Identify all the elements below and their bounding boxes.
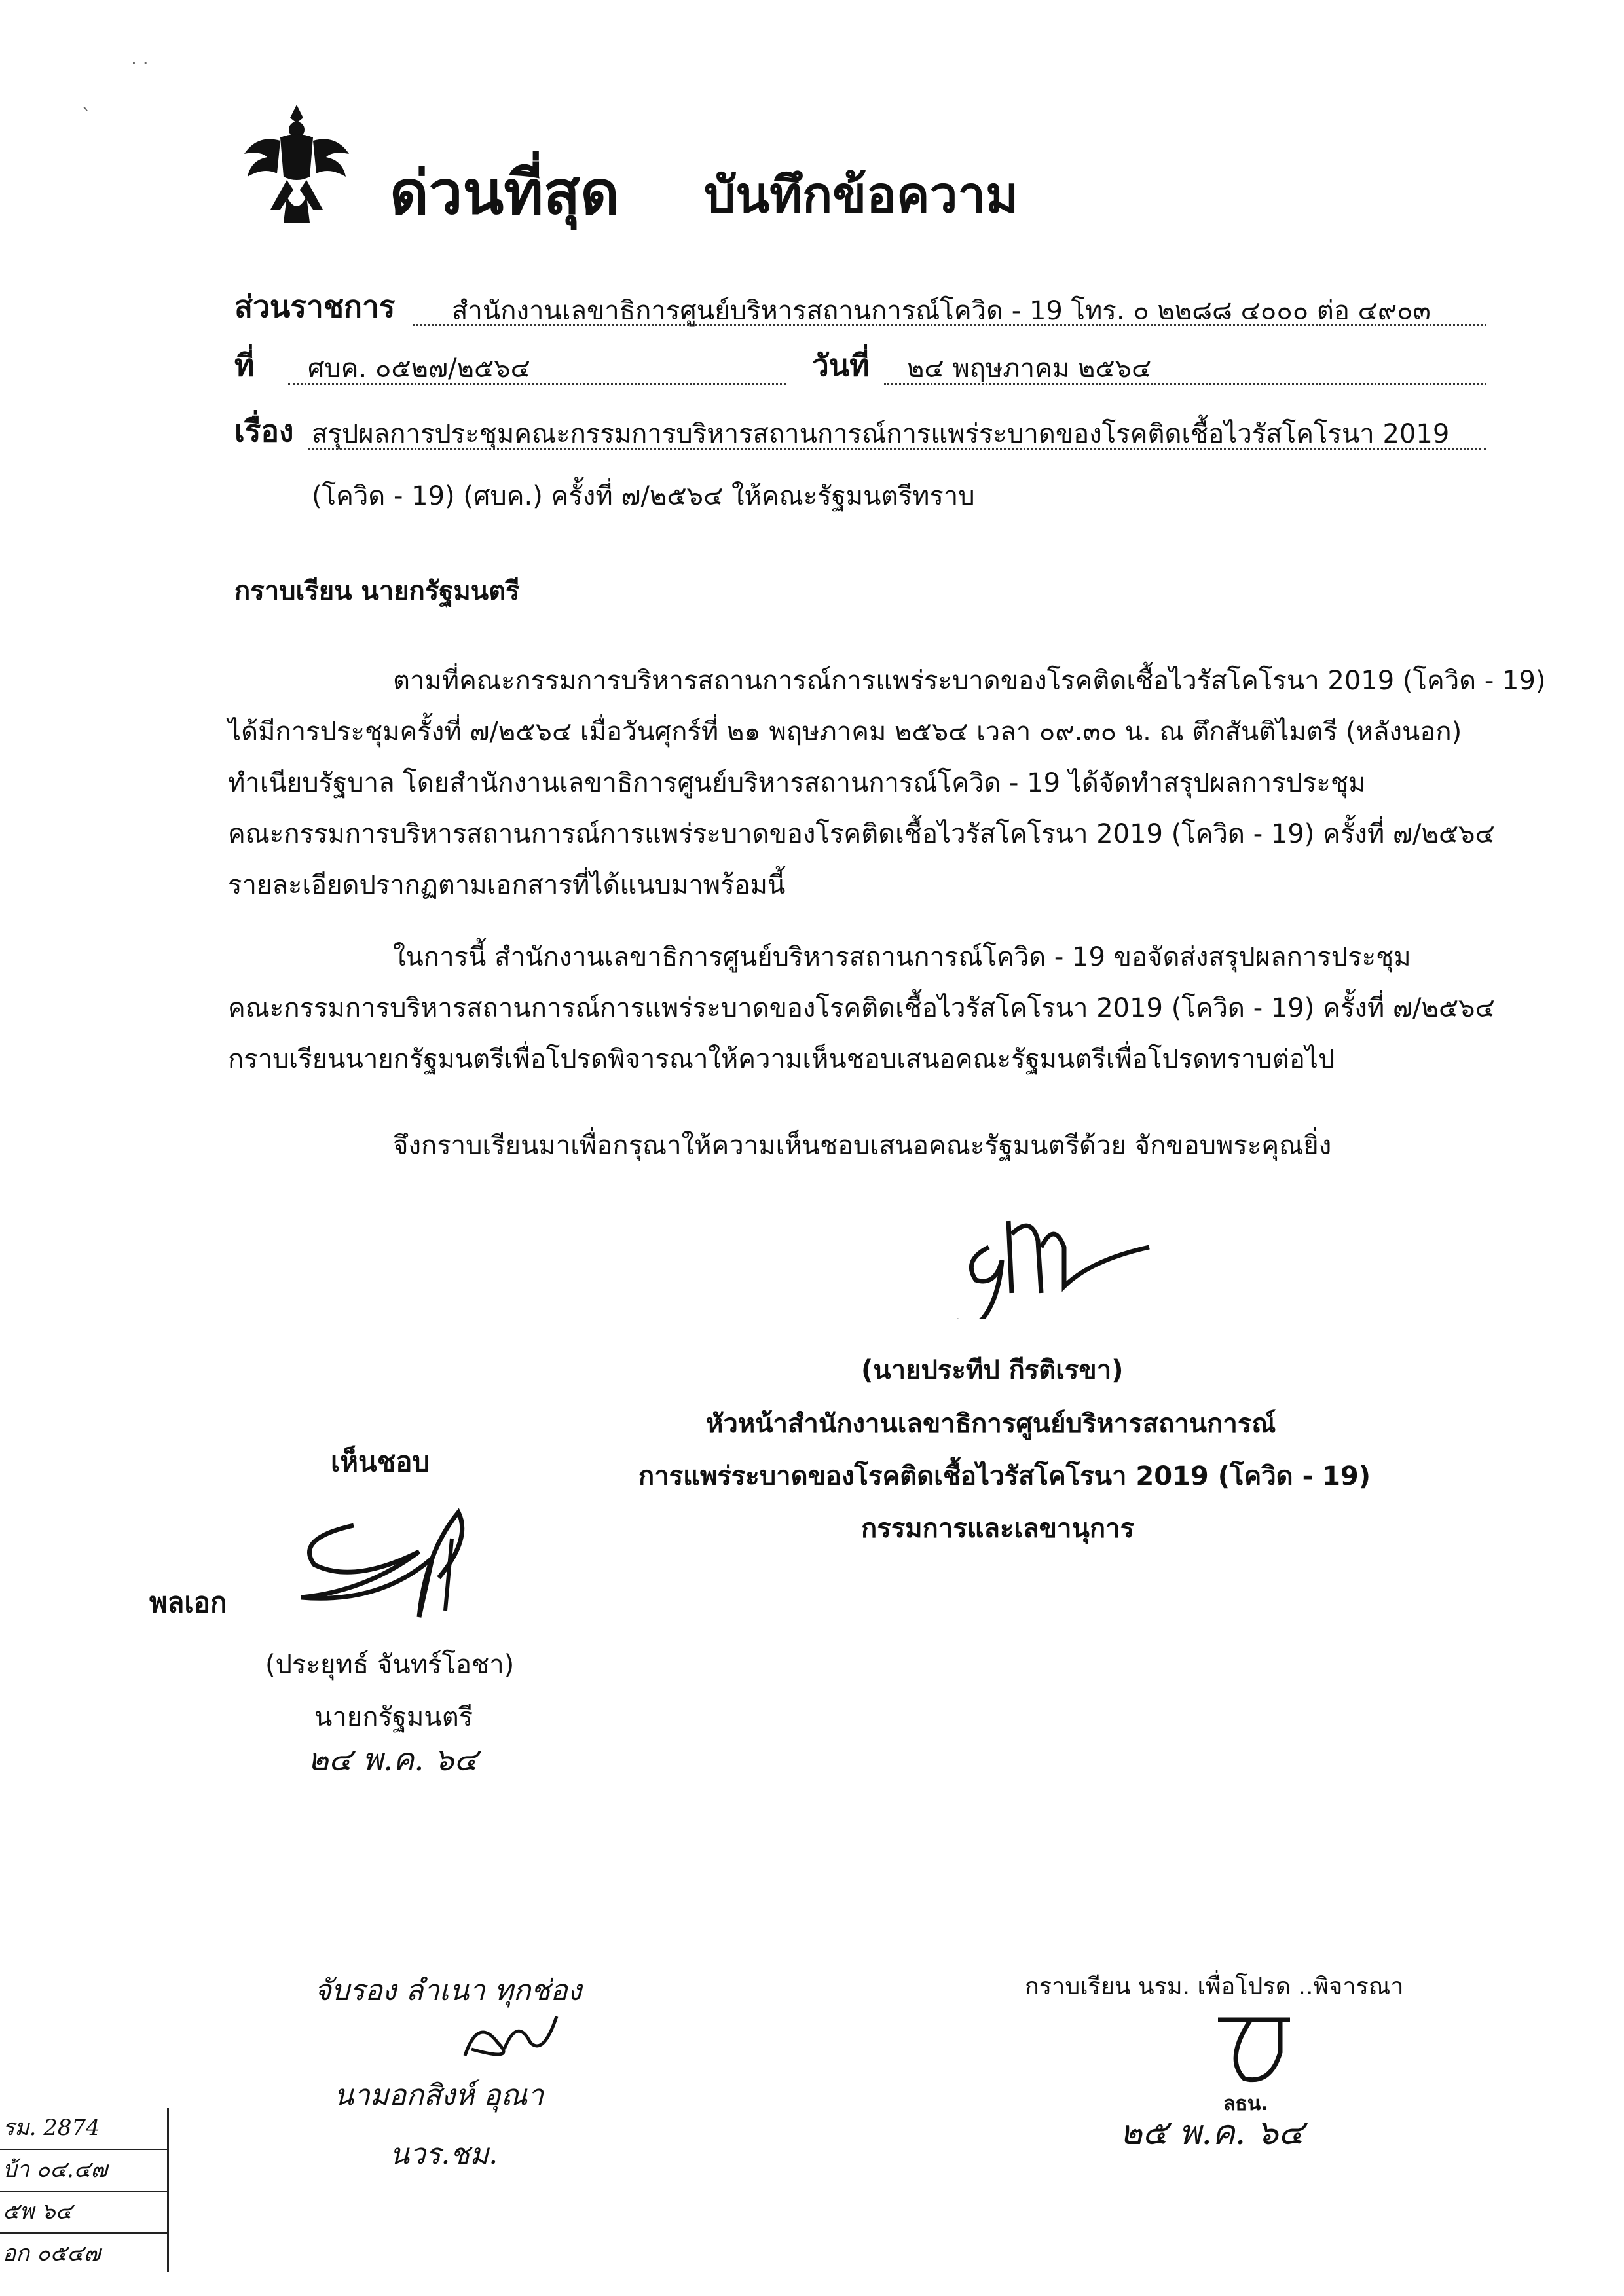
signer-title-line-1: หัวหน้าสำนักงานเลขาธิการศูนย์บริหารสถานการณ์ [706, 1409, 1276, 1439]
agency-underline [413, 324, 1486, 326]
paragraph-1-line-1: ตามที่คณะกรรมการบริหารสถานการณ์การแพร่ระบาดของโรคติดเชื้อไวรัสโคโรนา 2019 (โควิด - 19) [393, 666, 1546, 696]
subject-line-1: สรุปผลการประชุมคณะกรรมการบริหารสถานการณ์การแพร่ระบาดของโรคติดเชื้อไวรัสโคโรนา 2019 [312, 419, 1450, 449]
reference-value: ศบค. ๐๕๒๗/๒๕๖๔ [308, 354, 530, 384]
routing-abbreviation: ลธน. [1223, 2092, 1268, 2115]
receipt-row: รม. 2874 [0, 2108, 167, 2150]
approver-name: (ประยุทธ์ จันทร์โอชา) [265, 1650, 515, 1680]
subject-line-2: (โควิด - 19) (ศบค.) ครั้งที่ ๗/๒๕๖๔ ให้คณะรัฐมนตรีทราบ [312, 481, 975, 511]
handwritten-note-line-3: นวร.ชม. [390, 2138, 498, 2171]
paragraph-1-line-4: คณะกรรมการบริหารสถานการณ์การแพร่ระบาดของโรคติดเชื้อไวรัสโคโรนา 2019 (โควิด - 19) ครั้งที่ ๗/๒๕๖๔ [228, 819, 1495, 849]
salutation: กราบเรียน นายกรัฐมนตรี [234, 576, 520, 606]
signer-signature [943, 1208, 1153, 1319]
handwritten-initials [458, 2010, 589, 2069]
paragraph-2-line-2: คณะกรรมการบริหารสถานการณ์การแพร่ระบาดของโรคติดเชื้อไวรัสโคโรนา 2019 (โควิด - 19) ครั้งที่ ๗/๒๕๖๔ [228, 993, 1495, 1023]
approver-rank: พลเอก [149, 1586, 227, 1618]
approval-date: ๒๔ พ.ค. ๖๔ [308, 1741, 478, 1778]
receipt-row: ๕พ ๖๔ [0, 2192, 167, 2234]
paragraph-2-line-1: ในการนี้ สำนักงานเลขาธิการศูนย์บริหารสถานการณ์โควิด - 19 ขอจัดส่งสรุปผลการประชุม [393, 942, 1411, 972]
approval-label: เห็นชอบ [331, 1446, 430, 1478]
signer-title-line-3: กรรมการและเลขานุการ [861, 1514, 1134, 1544]
agency-label: ส่วนราชการ [234, 289, 396, 324]
paragraph-2-line-3: กราบเรียนนายกรัฐมนตรีเพื่อโปรดพิจารณาให้ความเห็นชอบเสนอคณะรัฐมนตรีเพื่อโปรดทราบต่อไป [228, 1044, 1335, 1074]
agency-value: สำนักงานเลขาธิการศูนย์บริหารสถานการณ์โควิด - 19 โทร. ๐ ๒๒๘๘ ๔๐๐๐ ต่อ ๔๙๐๓ [452, 296, 1431, 326]
receipt-row: บ้า ๐๔.๔๗ [0, 2150, 167, 2192]
signer-title-line-2: การแพร่ระบาดของโรคติดเชื้อไวรัสโคโรนา 2019 (โควิด - 19) [638, 1461, 1371, 1491]
paragraph-1-line-5: รายละเอียดปรากฏตามเอกสารที่ได้แนบมาพร้อมนี้ [228, 870, 786, 900]
scan-marks: · · [131, 52, 149, 74]
date-value: ๒๔ พฤษภาคม ๒๕๖๔ [907, 354, 1152, 384]
routing-date: ๒๕ พ.ค. ๖๔ [1120, 2113, 1304, 2153]
scan-marks: ` [82, 105, 91, 126]
routing-note: กราบเรียน นรม. เพื่อโปรด ..พิจารณา [1025, 1973, 1404, 2000]
receipt-stamp-box [0, 2108, 169, 2272]
date-label: วันที่ [812, 348, 870, 383]
garuda-emblem-icon [241, 98, 352, 229]
urgency-heading: ด่วนที่สุด [390, 158, 619, 228]
routing-signature [1211, 2007, 1297, 2085]
closing-line: จึงกราบเรียนมาเพื่อกรุณาให้ความเห็นชอบเสนอคณะรัฐมนตรีด้วย จักขอบพระคุณยิ่ง [393, 1131, 1332, 1161]
signer-name: (นายประทีป กีรติเรขา) [861, 1355, 1124, 1385]
document-type-heading: บันทึกข้อความ [704, 166, 1019, 224]
date-underline [884, 383, 1486, 385]
reference-underline [288, 383, 786, 385]
paragraph-1-line-3: ทำเนียบรัฐบาล โดยสำนักงานเลขาธิการศูนย์บริหารสถานการณ์โควิด - 19 ได้จัดทำสรุปผลการประชุม [228, 768, 1366, 798]
paragraph-1-line-2: ได้มีการประชุมครั้งที่ ๗/๒๕๖๔ เมื่อวันศุกร์ที่ ๒๑ พฤษภาคม ๒๕๖๔ เวลา ๐๙.๓๐ น. ณ ตึกสันติไมตรี (หลังนอก) [228, 717, 1462, 747]
handwritten-note-line-1: จับรอง ลำเนา ทุกช่อง [314, 1974, 582, 2007]
subject-label: เรื่อง [234, 413, 294, 448]
subject-underline [308, 448, 1486, 450]
reference-label: ที่ [234, 348, 255, 383]
handwritten-note-line-2: นามอกสิงห์ อุณา [334, 2079, 544, 2112]
approver-title: นายกรัฐมนตรี [314, 1702, 473, 1732]
approver-signature [275, 1499, 511, 1656]
receipt-row: อก ๐๕๔๗ [3, 2240, 101, 2267]
